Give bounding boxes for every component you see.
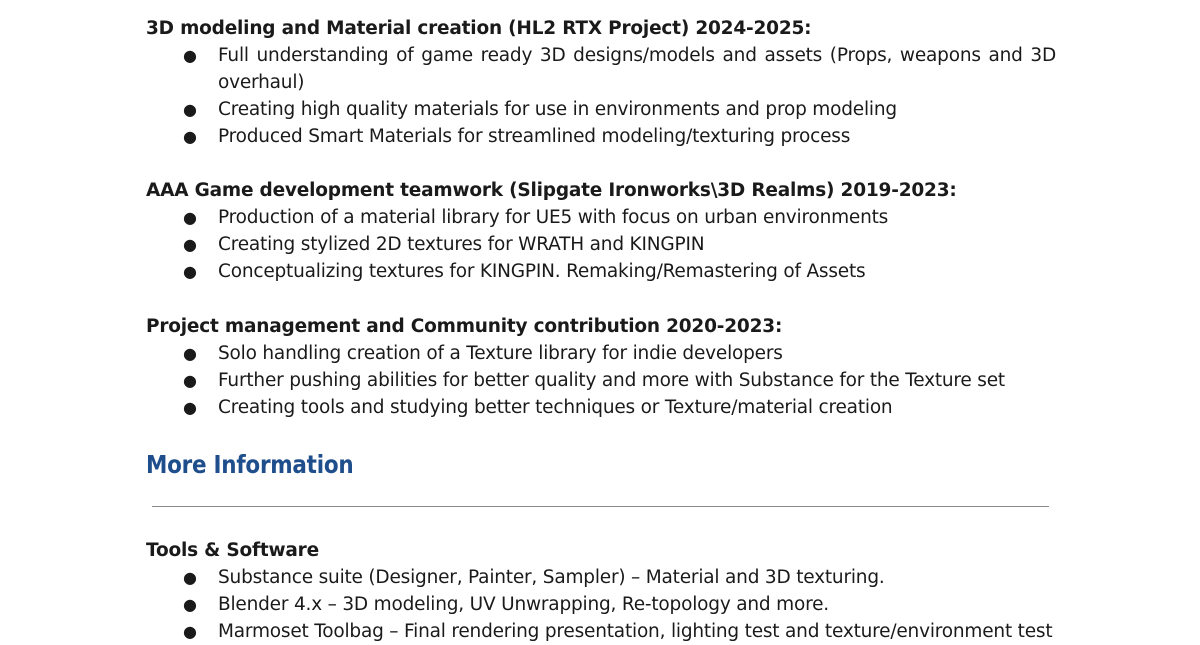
list-item-text: Produced Smart Materials for streamlined modeling/texturing process	[218, 126, 851, 147]
list-item-text: Marmoset Toolbag – Final rendering presentation, lighting test and texture/environment test	[218, 621, 1053, 642]
experience-hl2-rtx	[146, 15, 1056, 150]
bullet-icon: ●	[183, 46, 197, 65]
bullet-icon: ●	[183, 568, 197, 587]
list-item	[146, 564, 1056, 591]
list-item-text: Full understanding of game ready 3D designs/models and assets (Props, weapons and 3D overhaul)	[218, 45, 1056, 93]
bullet-icon: ●	[183, 371, 197, 390]
list-item-text: Creating high quality materials for use in environments and prop modeling	[218, 99, 897, 120]
experience-list	[146, 204, 1056, 285]
tools-list	[146, 564, 1056, 645]
list-item	[146, 42, 1056, 96]
list-item	[146, 367, 1056, 394]
list-item-text: Production of a material library for UE5 with focus on urban environments	[218, 207, 889, 228]
list-item-text: Creating stylized 2D textures for WRATH and KINGPIN	[218, 234, 705, 255]
experience-list	[146, 340, 1056, 421]
list-item	[146, 123, 1056, 150]
list-item	[146, 394, 1056, 421]
bullet-icon: ●	[183, 235, 197, 254]
list-item	[146, 591, 1056, 618]
list-item-text: Creating tools and studying better techniques or Texture/material creation	[218, 397, 893, 418]
experience-heading: 3D modeling and Material creation (HL2 RTX Project) 2024-2025:	[146, 18, 812, 39]
list-item	[146, 96, 1056, 123]
experience-heading: AAA Game development teamwork (Slipgate Ironworks\3D Realms) 2019-2023:	[146, 180, 957, 201]
bullet-icon: ●	[183, 595, 197, 614]
bullet-icon: ●	[183, 622, 197, 641]
section-title-more-information: More Information	[146, 450, 354, 479]
list-item-text: Solo handling creation of a Texture library for indie developers	[218, 343, 783, 364]
list-item-text: Substance suite (Designer, Painter, Sampler) – Material and 3D texturing.	[218, 567, 885, 588]
bullet-icon: ●	[183, 262, 197, 281]
experience-list	[146, 42, 1056, 150]
list-item-text: Further pushing abilities for better quality and more with Substance for the Texture set	[218, 370, 1005, 391]
list-item	[146, 204, 1056, 231]
bullet-icon: ●	[183, 208, 197, 227]
section-divider	[152, 506, 1049, 507]
tools-heading: Tools & Software	[146, 540, 319, 561]
bullet-icon: ●	[183, 127, 197, 146]
tools-software	[146, 537, 1056, 645]
experience-heading: Project management and Community contribution 2020-2023:	[146, 316, 783, 337]
bullet-icon: ●	[183, 398, 197, 417]
list-item-text: Conceptualizing textures for KINGPIN. Remaking/Remastering of Assets	[218, 261, 866, 282]
list-item	[146, 340, 1056, 367]
experience-slipgate	[146, 177, 1056, 285]
list-item-text: Blender 4.x – 3D modeling, UV Unwrapping, Re-topology and more.	[218, 594, 829, 615]
list-item	[146, 231, 1056, 258]
bullet-icon: ●	[183, 344, 197, 363]
list-item	[146, 258, 1056, 285]
list-item	[146, 618, 1056, 645]
experience-community	[146, 313, 1056, 421]
bullet-icon: ●	[183, 100, 197, 119]
